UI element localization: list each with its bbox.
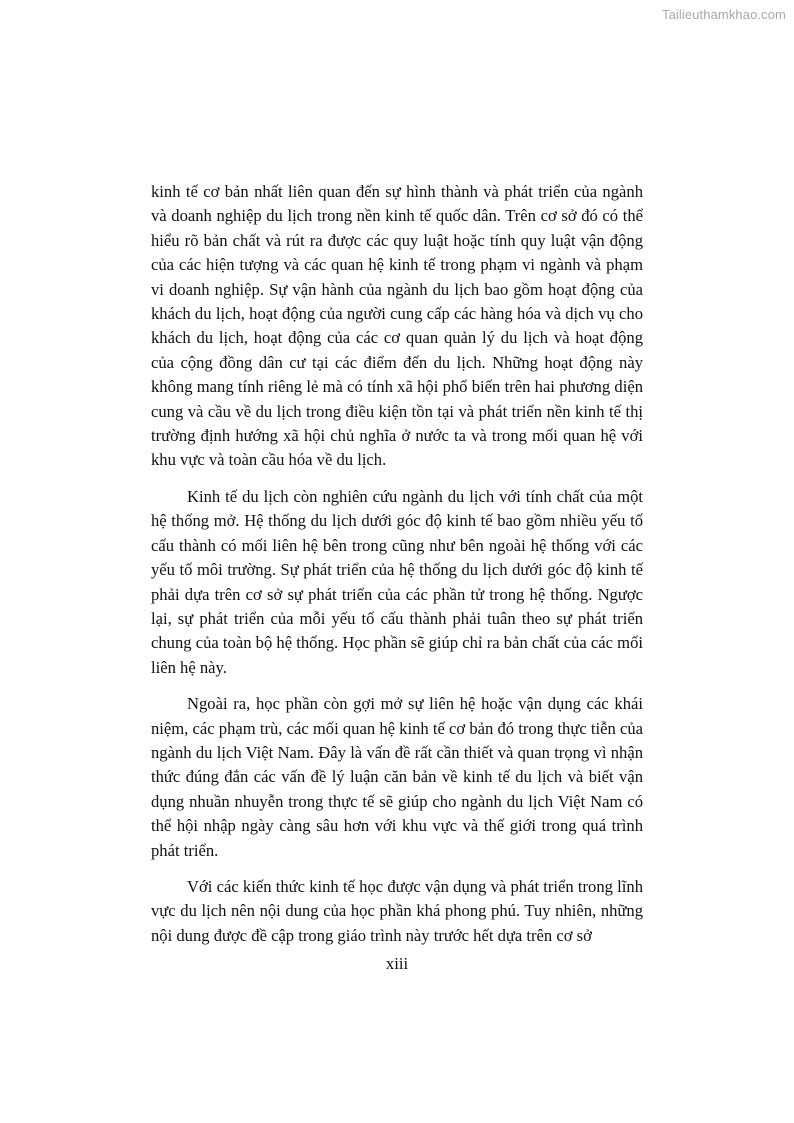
paragraph-3: Ngoài ra, học phần còn gợi mở sự liên hệ hoặc vận dụng các khái niệm, các phạm trù, các mối quan hệ kinh tế cơ bản đó trong thực tiễn của ngành du lịch Việt Nam. Đây là vấn đề rất cần thiết và quan trọng vì nhận thức đúng đắn các vấn đề lý luận căn bản về kinh tế du lịch và biết vận dụng nhuần nhuyễn trong thực tế sẽ giúp cho ngành du lịch Việt Nam có thể hội nhập ngày càng sâu hơn với khu vực và thế giới trong quá trình phát triển. (151, 694, 643, 860)
watermark-text: Tailieuthamkhao.com (661, 7, 786, 22)
paragraph-1: kinh tế cơ bản nhất liên quan đến sự hình thành và phát triển của ngành và doanh nghiệp du lịch trong nền kinh tế quốc dân. Trên cơ sở đó có thể hiểu rõ bản chất và rút ra được các quy luật hoặc tính quy luật vận động của các hiện tượng và các quan hệ kinh tế trong phạm vi ngành và phạm vi doanh nghiệp. Sự vận hành của ngành du lịch bao gồm hoạt động của khách du lịch, hoạt động của người cung cấp các hàng hóa và dịch vụ cho khách du lịch, hoạt động của các cơ quan quản lý du lịch và hoạt động của cộng đồng dân cư tại các điểm đến du lịch. Những hoạt động này không mang tính riêng lẻ mà có tính xã hội phổ biến trên hai phương diện cung và cầu về du lịch trong điều kiện tồn tại và phát triển nền kinh tế thị trường định hướng xã hội chủ nghĩa ở nước ta và trong mối quan hệ với khu vực và toàn cầu hóa về du lịch. (151, 182, 643, 470)
page-number: xiii (385, 954, 409, 973)
paragraph-2: Kinh tế du lịch còn nghiên cứu ngành du lịch với tính chất của một hệ thống mở. Hệ thống du lịch dưới góc độ kinh tế bao gồm nhiều yếu tố cấu thành có mối liên hệ bên trong cũng như bên ngoài hệ thống với các yếu tố môi trường. Sự phát triển của hệ thống du lịch dưới góc độ kinh tế phải dựa trên cơ sở sự phát triển của các phần tử trong hệ thống. Ngược lại, sự phát triển của mỗi yếu tố cấu thành phải tuân theo sự phát triển chung của toàn bộ hệ thống. Học phần sẽ giúp chỉ ra bản chất của các mối liên hệ này. (151, 486, 643, 677)
paragraph-4: Với các kiến thức kinh tế học được vận dụng và phát triển trong lĩnh vực du lịch nên nội dung của học phần khá phong phú. Tuy nhiên, những nội dung được đề cập trong giáo trình này trước hết dựa trên cơ sở (151, 876, 643, 945)
page-body (151, 180, 643, 948)
